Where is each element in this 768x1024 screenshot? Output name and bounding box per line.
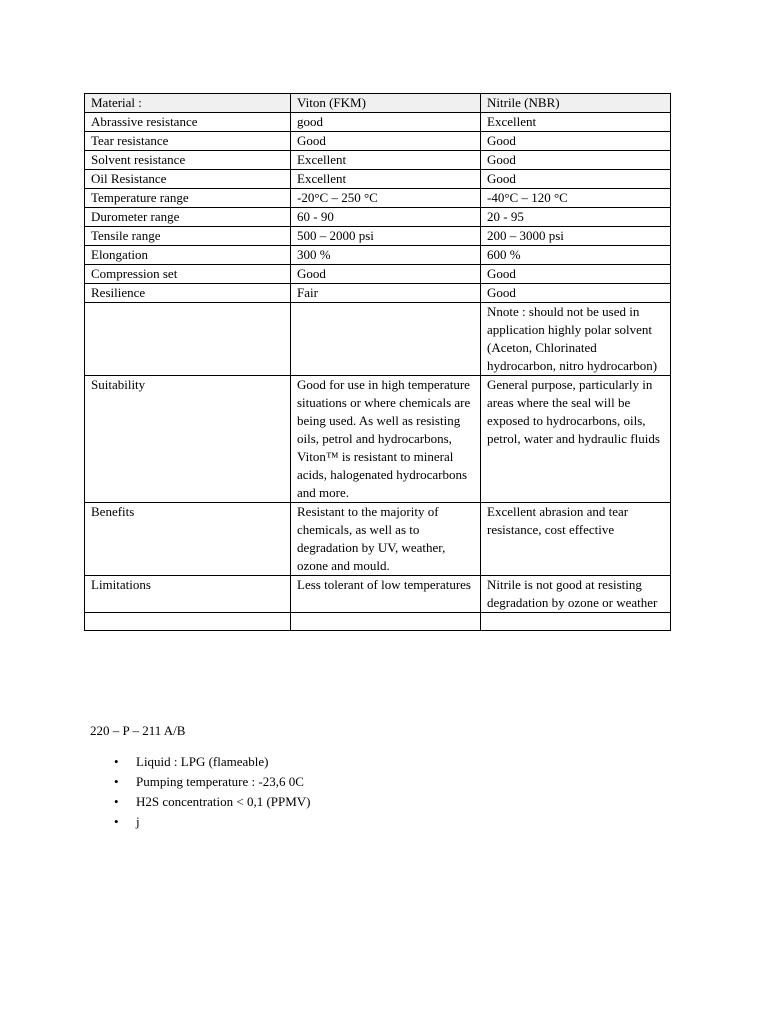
- table-cell-property: Temperature range: [85, 189, 291, 208]
- table-cell-property: Solvent resistance: [85, 151, 291, 170]
- table-cell-property: Tensile range: [85, 227, 291, 246]
- table-cell-property: Resilience: [85, 284, 291, 303]
- table-row: [85, 151, 671, 170]
- table-cell-nitrile: Good: [481, 170, 671, 189]
- table-cell-nitrile: Excellent: [481, 113, 671, 132]
- table-header-row: [85, 94, 671, 113]
- table-cell-viton: Fair: [291, 284, 481, 303]
- table-row: [85, 284, 671, 303]
- table-cell-viton: -20°C – 250 °C: [291, 189, 481, 208]
- table-cell-viton: Good: [291, 265, 481, 284]
- table-row-empty: [85, 613, 671, 631]
- table-cell-nitrile: General purpose, particularly in areas where the seal will be exposed to hydrocarbons, oils, petrol, water and hydraulic fluids: [481, 376, 671, 503]
- table-cell-property: Abrassive resistance: [85, 113, 291, 132]
- header-cell-nitrile: Nitrile (NBR): [481, 94, 671, 113]
- table-cell-property: Durometer range: [85, 208, 291, 227]
- table-cell-property: [85, 613, 291, 631]
- bullet-icon: •: [114, 814, 119, 829]
- table-cell-nitrile: 20 - 95: [481, 208, 671, 227]
- table-row: [85, 208, 671, 227]
- table-cell-property: Benefits: [85, 503, 291, 576]
- table-row: [85, 246, 671, 265]
- table-cell-nitrile: [481, 613, 671, 631]
- table-cell-nitrile: -40°C – 120 °C: [481, 189, 671, 208]
- bullet-icon: •: [114, 774, 119, 789]
- table-row: [85, 132, 671, 151]
- pump-notes-section: [90, 722, 690, 832]
- table-row: [85, 227, 671, 246]
- table-cell-property: Compression set: [85, 265, 291, 284]
- table-cell-property: Elongation: [85, 246, 291, 265]
- table-cell-viton: Good for use in high temperature situations or where chemicals are being used. As well as resisting oils, petrol and hydrocarbons, Viton™ is resistant to mineral acids, halogenated hydrocarbons and more.: [291, 376, 481, 503]
- table-cell-property: Suitability: [85, 376, 291, 503]
- header-cell-material: Material :: [85, 94, 291, 113]
- table-row: [85, 170, 671, 189]
- table-cell-nitrile: Nitrile is not good at resisting degradation by ozone or weather: [481, 576, 671, 613]
- list-item-text: j: [136, 814, 140, 829]
- list-item: [114, 772, 690, 792]
- list-item: [114, 752, 690, 772]
- list-item: [114, 792, 690, 812]
- equipment-tag: 220 – P – 211 A/B: [90, 723, 186, 738]
- bullet-icon: •: [114, 794, 119, 809]
- table-cell-nitrile: Good: [481, 284, 671, 303]
- table-cell-viton: Less tolerant of low temperatures: [291, 576, 481, 613]
- table-cell-viton: Good: [291, 132, 481, 151]
- table-cell-nitrile: 200 – 3000 psi: [481, 227, 671, 246]
- bullet-icon: •: [114, 754, 119, 769]
- table-cell-viton: Resistant to the majority of chemicals, as well as to degradation by UV, weather, ozone and mould.: [291, 503, 481, 576]
- table-row-note: [85, 303, 671, 376]
- table-cell-nitrile-note: Nnote : should not be used in application highly polar solvent (Aceton, Chlorinated hydrocarbon, nitro hydrocarbon): [481, 303, 671, 376]
- table-cell-viton: 300 %: [291, 246, 481, 265]
- table-cell-viton: 500 – 2000 psi: [291, 227, 481, 246]
- table-cell-viton: [291, 613, 481, 631]
- table-cell-property: Tear resistance: [85, 132, 291, 151]
- table-cell-viton: Excellent: [291, 151, 481, 170]
- table-cell-viton: good: [291, 113, 481, 132]
- table-cell-nitrile: Good: [481, 265, 671, 284]
- table-row: [85, 113, 671, 132]
- header-cell-viton: Viton (FKM): [291, 94, 481, 113]
- table-row: [85, 265, 671, 284]
- table-cell-viton: [291, 303, 481, 376]
- table-cell-viton: Excellent: [291, 170, 481, 189]
- table-cell-nitrile: Good: [481, 132, 671, 151]
- table-cell-property: Limitations: [85, 576, 291, 613]
- table-cell-viton: 60 - 90: [291, 208, 481, 227]
- table-cell-property: Oil Resistance: [85, 170, 291, 189]
- table-cell-nitrile: Excellent abrasion and tear resistance, cost effective: [481, 503, 671, 576]
- table-row-benefits: [85, 503, 671, 576]
- table-row-suitability: [85, 376, 671, 503]
- material-comparison-table: [84, 93, 671, 631]
- table-cell-nitrile: 600 %: [481, 246, 671, 265]
- list-item-text: Liquid : LPG (flameable): [136, 754, 269, 769]
- list-item: [114, 812, 690, 832]
- table-cell-property: [85, 303, 291, 376]
- table-row-limitations: [85, 576, 671, 613]
- list-item-text: Pumping temperature : -23,6 0C: [136, 774, 304, 789]
- table-row: [85, 189, 671, 208]
- pump-spec-list: [90, 752, 690, 832]
- table-cell-nitrile: Good: [481, 151, 671, 170]
- list-item-text: H2S concentration < 0,1 (PPMV): [136, 794, 311, 809]
